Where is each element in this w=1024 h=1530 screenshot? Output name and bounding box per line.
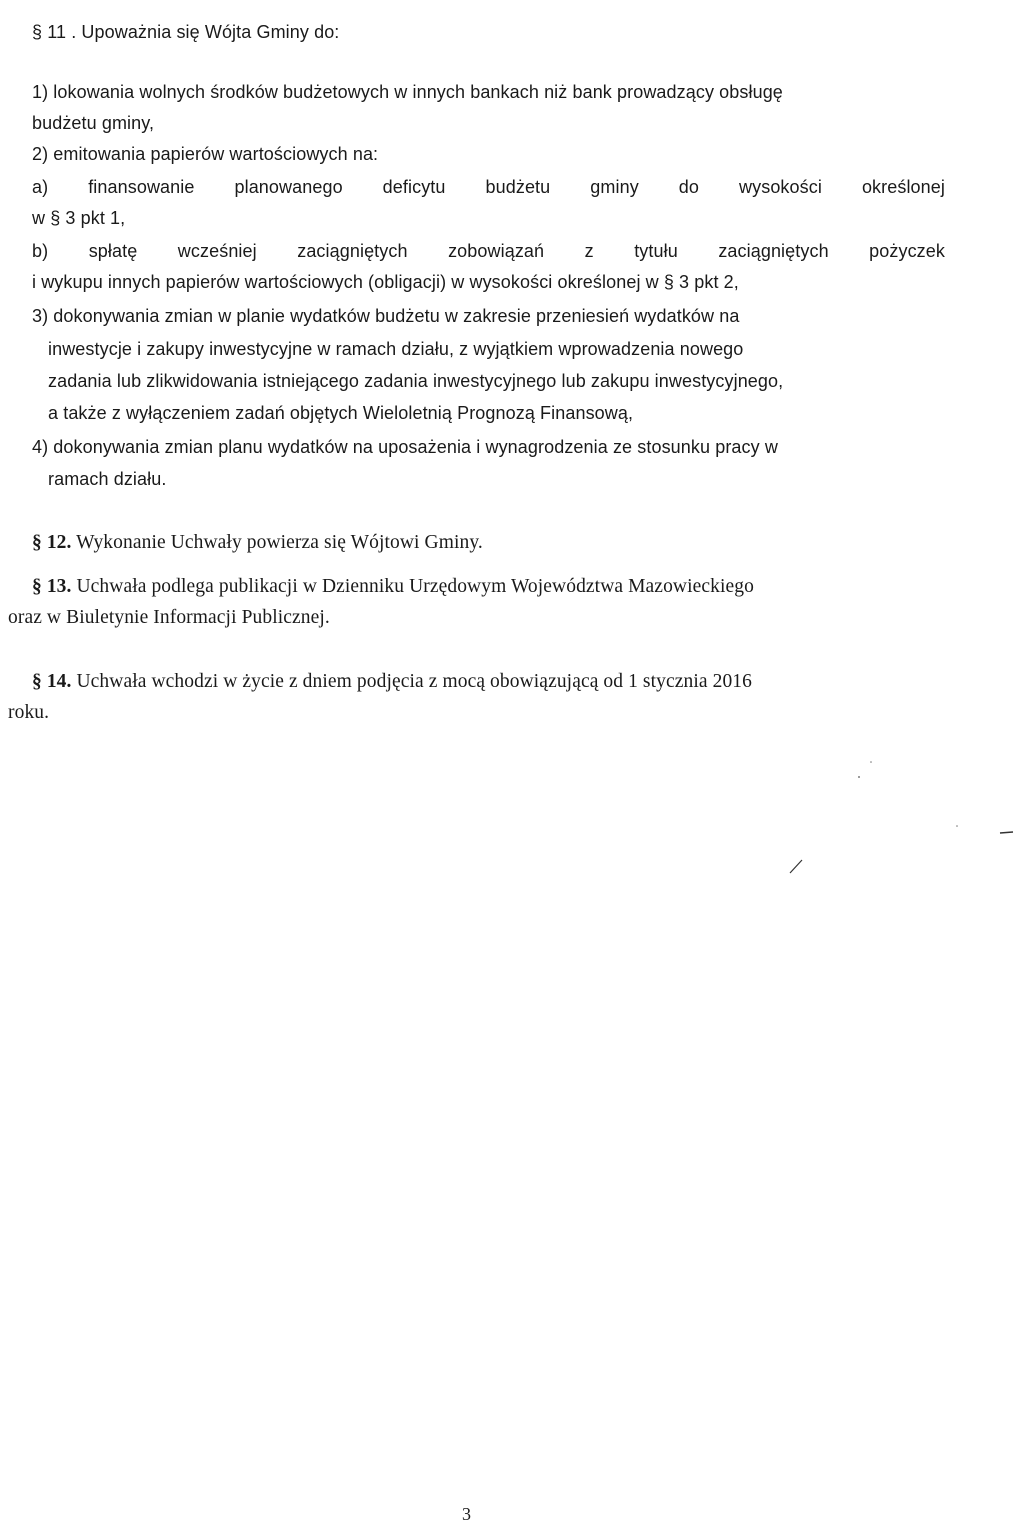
section-13-text: Uchwała podlega publikacji w Dzienniku Urzędowym Województwa Mazowieckiego bbox=[76, 576, 754, 597]
section-11-item-1-line-1: 1) lokowania wolnych środków budżetowych w innych bankach niż bank prowadzący obsługę bbox=[32, 82, 783, 102]
section-12-number: § 12. bbox=[32, 532, 72, 553]
section-12 bbox=[32, 531, 483, 555]
section-11-item-2-line-1: 2) emitowania papierów wartościowych na: bbox=[32, 144, 379, 164]
stray-dot-1 bbox=[858, 776, 860, 778]
section-14-number: § 14. bbox=[32, 671, 72, 692]
stray-dot-3 bbox=[956, 825, 958, 827]
section-11-item-2a-line-1: a) finansowanie planowanego deficytu budżetu gminy do wysokości określonej bbox=[32, 177, 945, 197]
section-12-text: Wykonanie Uchwały powierza się Wójtowi Gminy. bbox=[76, 532, 483, 553]
section-13-number: § 13. bbox=[32, 576, 72, 597]
section-11-item-2a-line-2: w § 3 pkt 1, bbox=[32, 208, 126, 228]
section-14-line-2: roku. bbox=[8, 702, 50, 723]
section-11-item-3-line-1: 3) dokonywania zmian w planie wydatków budżetu w zakresie przeniesień wydatków na bbox=[32, 306, 740, 326]
stray-stroke-2 bbox=[1000, 832, 1013, 833]
section-11-item-3-line-4: a także z wyłączeniem zadań objętych Wieloletnią Prognozą Finansową, bbox=[48, 403, 634, 423]
section-13-line-2: oraz w Biuletynie Informacji Publicznej. bbox=[8, 607, 330, 628]
section-11-item-3-line-3: zadania lub zlikwidowania istniejącego zadania inwestycyjnego lub zakupu inwestycyjnego, bbox=[48, 371, 784, 391]
section-11-item-2b-line-2: i wykupu innych papierów wartościowych (obligacji) w wysokości określonej w § 3 pkt 2, bbox=[32, 272, 739, 292]
page-number: 3 bbox=[462, 1504, 471, 1524]
section-11-heading: § 11 . Upoważnia się Wójta Gminy do: bbox=[32, 22, 340, 42]
stray-dot-2 bbox=[870, 761, 872, 763]
section-14-text: Uchwała wchodzi w życie z dniem podjęcia z mocą obowiązującą od 1 stycznia 2016 bbox=[76, 671, 752, 692]
stray-stroke-1 bbox=[790, 860, 802, 873]
section-11-item-3-line-2: inwestycje i zakupy inwestycyjne w ramach działu, z wyjątkiem wprowadzenia nowego bbox=[48, 339, 744, 359]
section-13-line-1 bbox=[32, 575, 754, 599]
section-14-line-1 bbox=[32, 670, 752, 694]
section-11-item-1-line-2: budżetu gminy, bbox=[32, 113, 155, 133]
section-11-item-4-line-1: 4) dokonywania zmian planu wydatków na uposażenia i wynagrodzenia ze stosunku pracy w bbox=[32, 437, 778, 457]
section-11-item-4-line-2: ramach działu. bbox=[48, 469, 167, 489]
section-11-item-2b-line-1: b) spłatę wcześniej zaciągniętych zobowiązań z tytułu zaciągniętych pożyczek bbox=[32, 241, 945, 261]
